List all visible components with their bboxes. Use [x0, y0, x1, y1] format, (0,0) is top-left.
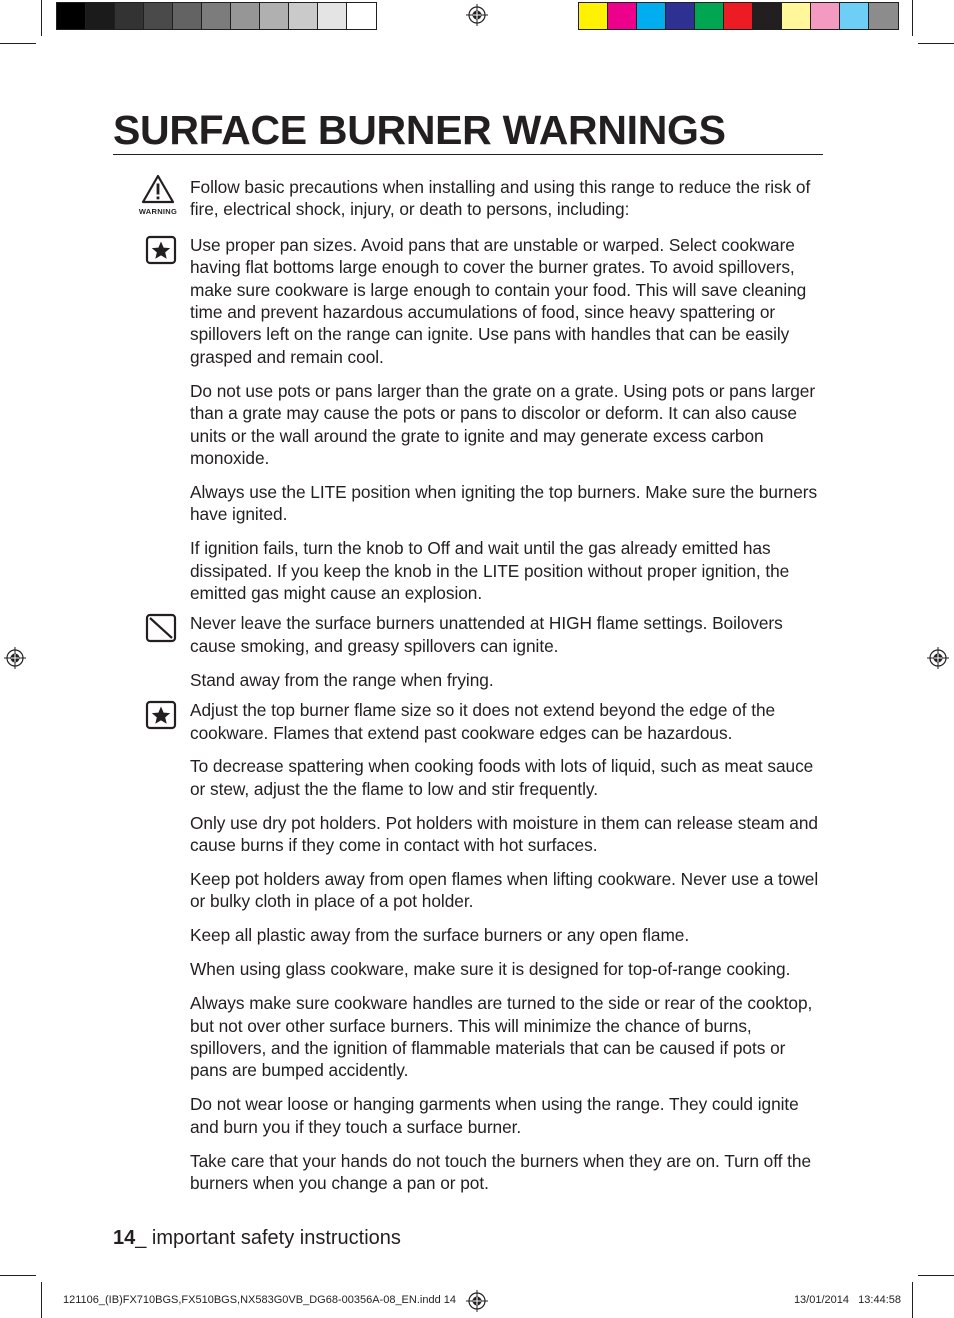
warning-paragraph: Always make sure cookware handles are turned to the side or rear of the cooktop, but not over other surface burners. This will minimize the chance of burns, spillovers, and the ignition of flammable materials that can be caused if pots or pans are bumped accidently. [190, 993, 813, 1081]
warning-section [190, 234, 825, 605]
color-swatch [782, 3, 811, 29]
grayscale-calibration-bar [56, 2, 377, 30]
warnings-content [138, 176, 825, 1206]
warning-paragraph: Follow basic precautions when installing and using this range to reduce the risk of fire, electrical shock, injury, or death to persons, including: [190, 177, 811, 220]
warning-paragraph: Always use the LITE position when igniting the top burners. Make sure the burners have ignited. [190, 481, 818, 525]
color-swatch [318, 3, 347, 29]
warning-paragraph: Stand away from the range when frying. [190, 669, 494, 690]
color-swatch [202, 3, 231, 29]
color-swatch [173, 3, 202, 29]
print-slug-date: 13/01/2014 [793, 1294, 849, 1306]
color-calibration-bar [578, 2, 899, 30]
color-swatch [144, 3, 173, 29]
footer-section-label: _ important safety instructions [135, 1227, 401, 1249]
star-box-icon [145, 235, 177, 270]
color-swatch [869, 3, 898, 29]
warning-label: WARNING [138, 207, 178, 216]
warning-paragraph: Use proper pan sizes. Avoid pans that are unstable or warped. Select cookware having flat bottoms large enough to cover the burner grates. To avoid spillovers, make sure cookware is large enough to contain your food. This will save cleaning time and prevent hazardous accumulations of food, since heavy spattering or spillovers left on the range can ignite. Use pans with handles that can be easily grasped and remain cool. [190, 234, 807, 367]
crop-mark [918, 1275, 954, 1276]
warning-paragraph: Take care that your hands do not touch the burners when they are on. Turn off the burners when you change a pan or pot. [190, 1150, 812, 1194]
warning-paragraph: Do not use pots or pans larger than the grate on a grate. Using pots or pans larger than a grate may cause the pots or pans to discolor or deform. It can also cause units or the wall around the grate to ignite and may generate excess carbon monoxide. [190, 380, 816, 468]
crop-mark [912, 1282, 913, 1318]
warning-paragraph: Adjust the top burner flame size so it does not extend beyond the edge of the cookware. Flames that extend past cookware edges can be hazardous. [190, 700, 776, 743]
crop-mark [918, 43, 954, 44]
color-swatch [695, 3, 724, 29]
crop-mark [0, 43, 36, 44]
warning-paragraph: Do not wear loose or hanging garments when using the range. They could ignite and burn you if they touch a surface burner. [190, 1094, 799, 1137]
color-swatch [666, 3, 695, 29]
color-swatch [579, 3, 608, 29]
warning-paragraph: Keep pot holders away from open flames when lifting cookware. Never use a towel or bulky cloth in place of a pot holder. [190, 869, 819, 912]
registration-mark-icon [466, 4, 488, 26]
star-box-icon [145, 700, 177, 735]
color-swatch [608, 3, 637, 29]
warning-triangle-icon [135, 174, 181, 216]
print-slug-time: 13:44:58 [858, 1294, 901, 1306]
warning-section [190, 612, 825, 691]
warning-paragraph: If ignition fails, turn the knob to Off and wait until the gas already emitted has dissipated. If you keep the knob in the LITE position without proper ignition, the emitted gas might cause an explosion. [190, 538, 790, 603]
warning-paragraph: Keep all plastic away from the surface burners or any open flame. [190, 925, 690, 946]
color-swatch [840, 3, 869, 29]
warning-paragraph: Never leave the surface burners unattended at HIGH flame settings. Boilovers cause smoking, and greasy spillovers can ignite. [190, 613, 783, 656]
registration-mark-icon [927, 647, 949, 669]
print-slug-timestamp [794, 1294, 901, 1306]
registration-mark-icon [466, 1290, 488, 1312]
color-swatch [260, 3, 289, 29]
warning-paragraph: When using glass cookware, make sure it is designed for top-of-range cooking. [190, 959, 791, 980]
crop-mark [0, 1275, 36, 1276]
crop-mark [41, 1282, 42, 1318]
color-swatch [231, 3, 260, 29]
print-slug-file: 121106_(IB)FX710BGS,FX510BGS,NX583G0VB_DG68-00356A-08_EN.indd 14 [63, 1294, 456, 1306]
color-swatch [86, 3, 115, 29]
warning-section [190, 699, 825, 1194]
color-swatch [57, 3, 86, 29]
color-swatch [115, 3, 144, 29]
color-swatch [811, 3, 840, 29]
page-number: 14 [113, 1227, 136, 1249]
color-swatch [753, 3, 782, 29]
color-swatch [347, 3, 376, 29]
prohibited-box-icon [145, 613, 177, 648]
registration-mark-icon [4, 647, 26, 669]
warning-paragraph: To decrease spattering when cooking foods with lots of liquid, such as meat sauce or stew, adjust the the flame to low and stir frequently. [190, 756, 814, 799]
color-swatch [289, 3, 318, 29]
color-swatch [637, 3, 666, 29]
page-title: SURFACE BURNER WARNINGS [113, 106, 823, 155]
warning-paragraph: Only use dry pot holders. Pot holders with moisture in them can release steam and cause burns if they come in contact with hot surfaces. [190, 812, 818, 856]
color-swatch [724, 3, 753, 29]
page-footer [113, 1227, 401, 1250]
crop-mark [912, 0, 913, 36]
warning-section [138, 176, 825, 221]
crop-mark [41, 0, 42, 36]
